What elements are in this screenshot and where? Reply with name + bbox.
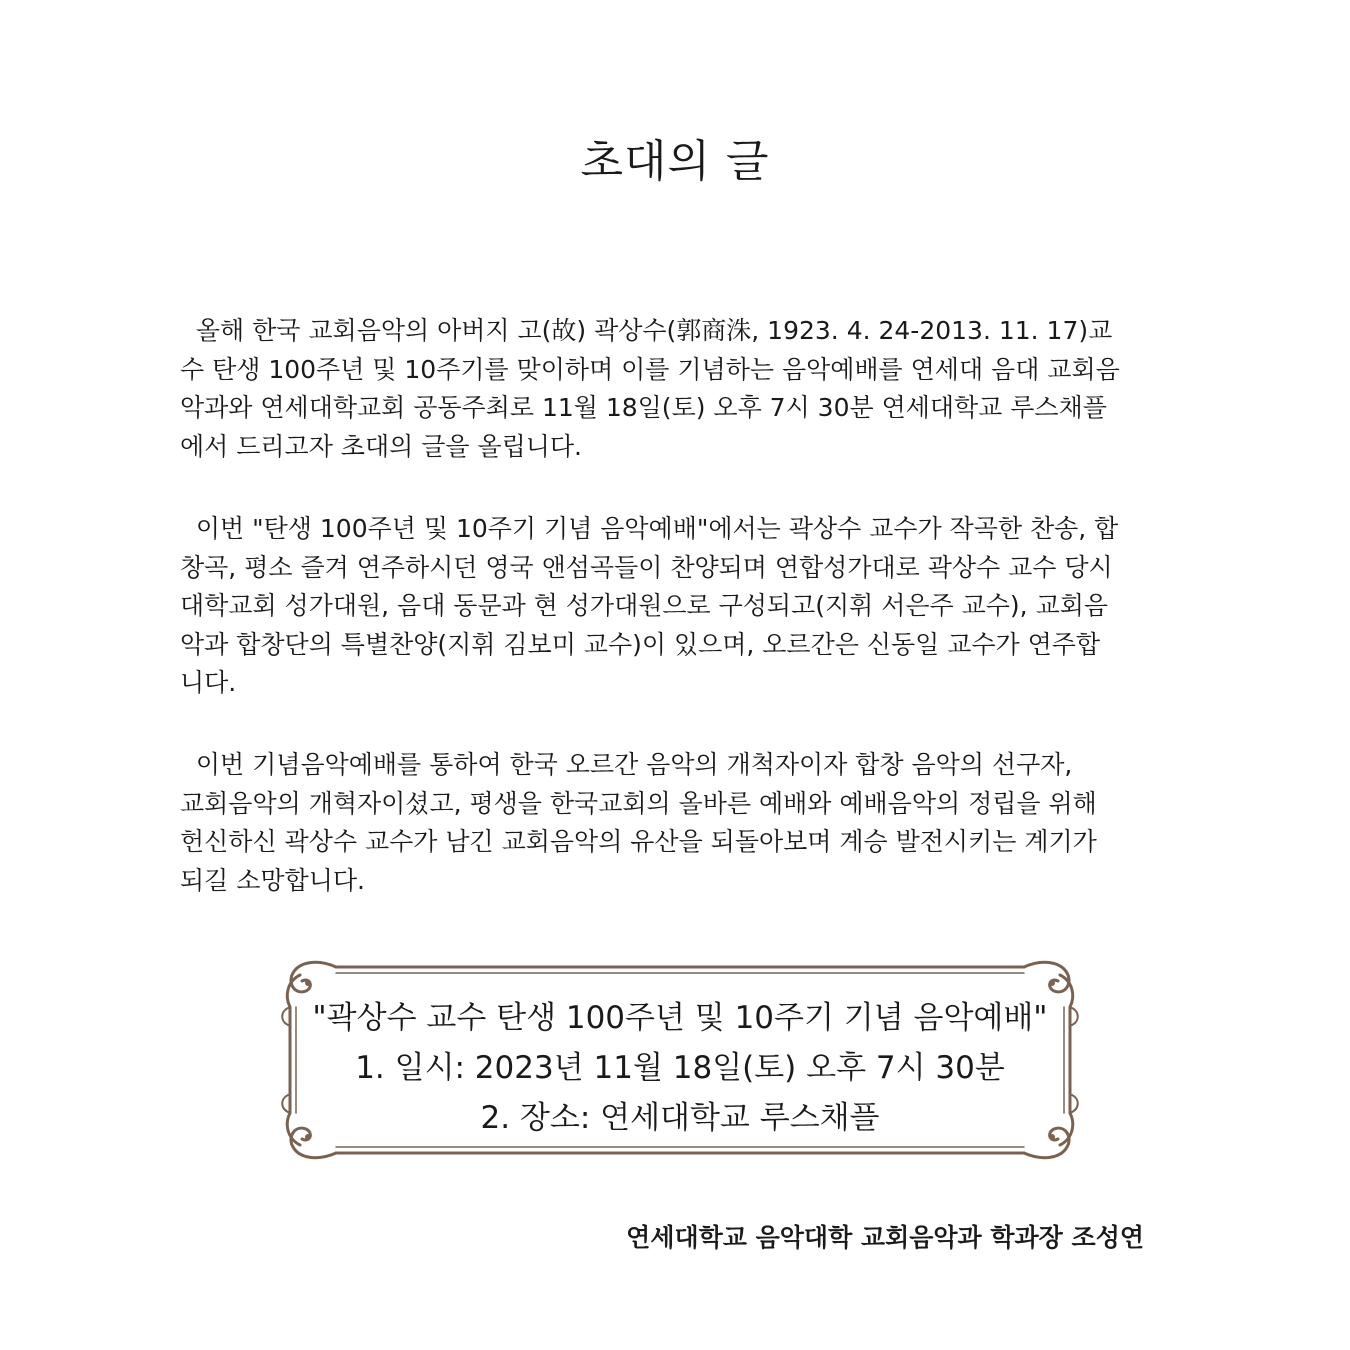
paragraph-line: 에서 드리고자 초대의 글을 올립니다. bbox=[180, 431, 582, 461]
signature: 연세대학교 음악대학 교회음악과 학과장 조성연 bbox=[626, 1223, 1144, 1252]
event-venue: 2. 장소: 연세대학교 루스채플 bbox=[480, 1100, 880, 1136]
paragraph-line: 되길 소망합니다. bbox=[180, 865, 365, 895]
paragraph-line: 헌신하신 곽상수 교수가 남긴 교회음악의 유산을 되돌아보며 계승 발전시키는 계기가 bbox=[180, 827, 1097, 856]
event-name: "곽상수 교수 탄생 100주년 및 10주기 기념 음악예배" bbox=[312, 1000, 1048, 1036]
event-datetime: 1. 일시: 2023년 11월 18일(토) 오후 7시 30분 bbox=[355, 1050, 1005, 1086]
paragraph-line: 창곡, 평소 즐겨 연주하시던 영국 앤섬곡들이 찬양되며 연합성가대로 곽상수 교수 당시 bbox=[180, 552, 1113, 582]
paragraph-hope bbox=[180, 746, 1180, 900]
paragraph-line: 올해 한국 교회음악의 아버지 고(故) 곽상수(郭商洙, 1923. 4. 24-2013. 11. 17)교 bbox=[180, 316, 1113, 345]
paragraph-invitation bbox=[180, 312, 1180, 466]
paragraph-line: 이번 "탄생 100주년 및 10주기 기념 음악예배"에서는 곽상수 교수가 작곡한 찬송, 합 bbox=[180, 514, 1119, 543]
event-info-lines bbox=[280, 993, 1080, 1143]
paragraph-line: 니다. bbox=[180, 668, 237, 697]
paragraph-line: 대학교회 성가대원, 음대 동문과 현 성가대원으로 구성되고(지휘 서은주 교수), 교회음 bbox=[180, 591, 1109, 620]
event-info-box bbox=[280, 955, 1080, 1165]
paragraph-line: 악과와 연세대학교회 공동주최로 11월 18일(토) 오후 7시 30분 연세대학교 루스채플 bbox=[180, 393, 1107, 422]
paragraph-line: 이번 기념음악예배를 통하여 한국 오르간 음악의 개척자이자 합창 음악의 선구자, bbox=[180, 750, 1073, 779]
paragraph-line: 수 탄생 100주년 및 10주기를 맞이하며 이를 기념하는 음악예배를 연세대 음대 교회음 bbox=[180, 354, 1120, 384]
page-title: 초대의 글 bbox=[580, 136, 770, 187]
paragraph-program bbox=[180, 510, 1180, 703]
paragraph-line: 교회음악의 개혁자이셨고, 평생을 한국교회의 올바른 예배와 예배음악의 정립을 위해 bbox=[180, 788, 1097, 818]
paragraph-line: 악과 합창단의 특별찬양(지휘 김보미 교수)이 있으며, 오르간은 신동일 교수가 연주합 bbox=[180, 629, 1101, 659]
